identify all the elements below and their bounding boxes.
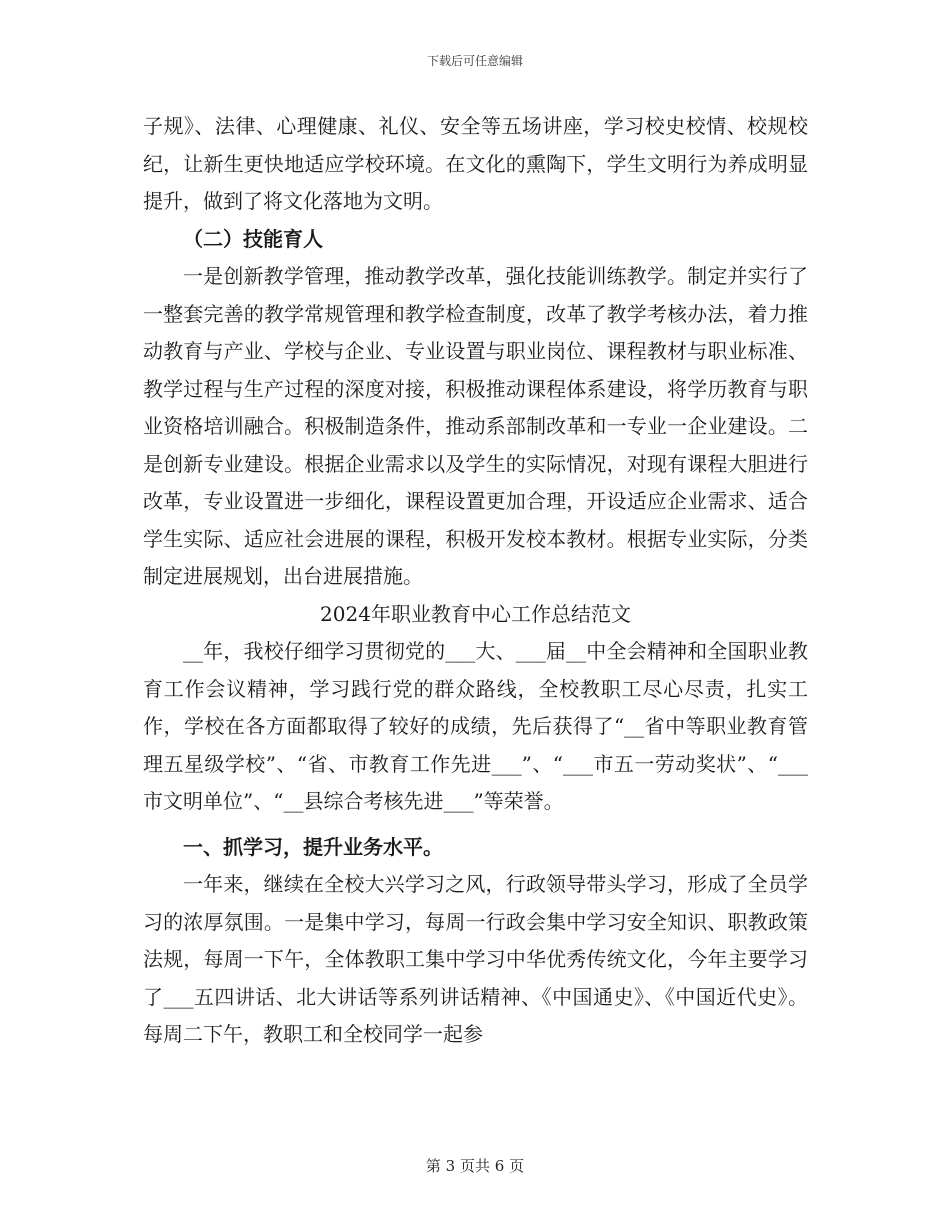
paragraph-intro: __年，我校仔细学习贯彻党的___大、___届__中全会精神和全国职业教育工作会议精神，学习践行党的群众路线，全校教职工尽心尽责，扎实工作，学校在各方面都取得了较好的成绩，先后获得了“__省中等职业教育管理五星级学校”、“省、市教育工作先进___”、“___市五一劳动奖状”、“___市文明单位”、“__县综合考核先进___”等荣誉。	[143, 639, 808, 813]
spacer	[143, 821, 808, 829]
paragraph-culture-continued: 子规》、法律、心理健康、礼仪、安全等五场讲座，学习校史校情、校规校纪，让新生更快地适应学校环境。在文化的熏陶下，学生文明行为养成明显提升，做到了将文化落地为文明。	[143, 114, 808, 213]
paragraph-study: 一年来，继续在全校大兴学习之风，行政领导带头学习，形成了全员学习的浓厚氛围。一是集中学习，每周一行政会集中学习安全知识、职教政策法规，每周一下午，全体教职工集中学习中华优秀传统文化，今年主要学习了___五四讲话、北大讲话等系列讲话精神、《中国通史》、《中国近代史》。每周二下午，教职工和全校同学一起参	[143, 872, 808, 1046]
page-footer: 第 3 页共 6 页	[425, 1157, 525, 1175]
document-body	[143, 108, 808, 1054]
paragraph-skills: 一是创新教学管理，推动教学改革，强化技能训练教学。制定并实行了一整套完善的教学常规管理和教学检查制度，改革了教学考核办法，着力推动教育与产业、学校与企业、专业设置与职业岗位、课程教材与职业标准、教学过程与生产过程的深度对接，积极推动课程体系建设，将学历教育与职业资格培训融合。积极制造条件，推动系部制改革和一专业一企业建设。二是创新专业建设。根据企业需求以及学生的实际情况，对现有课程大胆进行改革，专业设置进一步细化，课程设置更加合理，开设适应企业需求、适合学生实际、适应社会进展的课程，积极开发校本教材。根据专业实际，分类制定进展规划，出台进展措施。	[143, 264, 808, 588]
section-heading-study: 一、抓学习，提升业务水平。	[183, 834, 443, 859]
page-header: 下载后可任意编辑	[426, 54, 523, 68]
section-heading-skills: （二）技能育人	[183, 226, 323, 251]
document-title: 2024年职业教育中心工作总结范文	[320, 601, 631, 626]
